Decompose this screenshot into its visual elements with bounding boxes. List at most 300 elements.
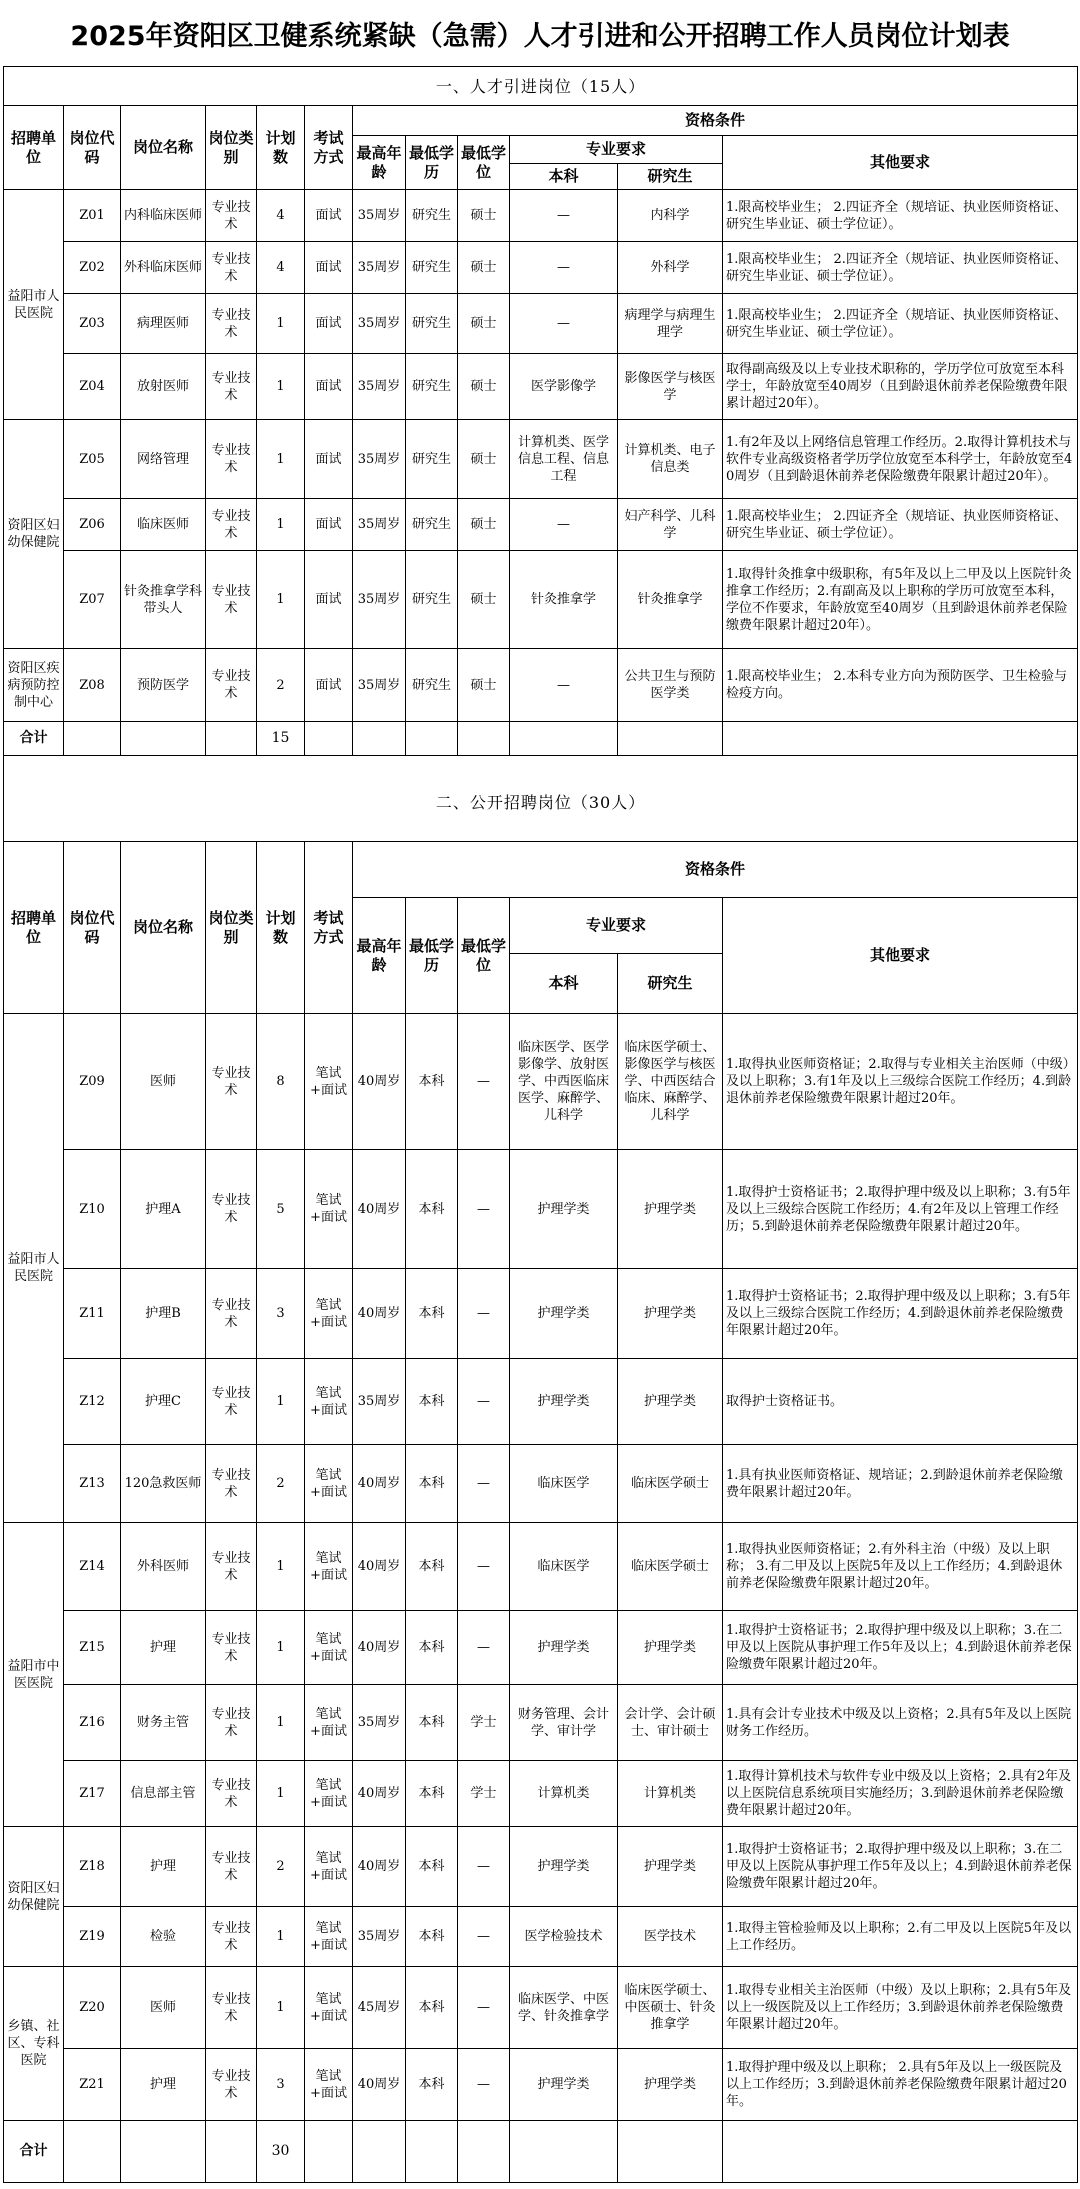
method-cell: 笔试+面试 xyxy=(305,1445,353,1523)
code-cell: Z17 xyxy=(64,1761,121,1827)
graduate-major-cell: 护理学类 xyxy=(618,1827,723,1907)
header-min-degree: 最低学位 xyxy=(458,136,510,190)
undergrad-major-cell: 医学影像学 xyxy=(510,354,618,420)
spacer-row xyxy=(4,756,1078,786)
position-name-cell: 外科医师 xyxy=(121,1523,206,1611)
header-name: 岗位名称 xyxy=(121,106,206,190)
count-cell: 2 xyxy=(257,1827,305,1907)
category-cell: 专业技术 xyxy=(206,1269,257,1359)
table-row xyxy=(4,294,1078,354)
header-major: 专业要求 xyxy=(510,136,723,164)
age-cell: 35周岁 xyxy=(353,294,406,354)
table-row xyxy=(4,1269,1078,1359)
education-cell: 本科 xyxy=(406,2049,458,2121)
table-cell xyxy=(353,2121,406,2183)
other-requirements-cell: 1.取得计算机技术与软件专业中级及以上资格；2.具有2年及以上医院信息系统项目实施经历；3.到龄退休前养老保险缴费年限累计超过20年。 xyxy=(723,1761,1078,1827)
code-cell: Z18 xyxy=(64,1827,121,1907)
table-cell xyxy=(206,2121,257,2183)
code-cell: Z11 xyxy=(64,1269,121,1359)
method-cell: 面试 xyxy=(305,242,353,294)
code-cell: Z16 xyxy=(64,1685,121,1761)
education-cell: 研究生 xyxy=(406,420,458,499)
section-title-row xyxy=(4,67,1078,106)
unit-cell: 资阳区妇幼保健院 xyxy=(4,1827,64,1967)
unit-cell: 益阳市人民医院 xyxy=(4,1014,64,1523)
graduate-major-cell: 内科学 xyxy=(618,190,723,242)
undergrad-major-cell: — xyxy=(510,499,618,551)
position-name-cell: 检验 xyxy=(121,1907,206,1967)
education-cell: 本科 xyxy=(406,1907,458,1967)
graduate-major-cell: 临床医学硕士、影像医学与核医学、中西医结合临床、麻醉学、儿科学 xyxy=(618,1014,723,1150)
count-cell: 1 xyxy=(257,1611,305,1685)
undergrad-major-cell: 护理学类 xyxy=(510,1269,618,1359)
method-cell: 笔试+面试 xyxy=(305,1269,353,1359)
other-requirements-cell: 1.具有会计专业技术中级及以上资格；2.具有5年及以上医院财务工作经历。 xyxy=(723,1685,1078,1761)
code-cell: Z20 xyxy=(64,1967,121,2049)
education-cell: 本科 xyxy=(406,1523,458,1611)
category-cell: 专业技术 xyxy=(206,1150,257,1269)
header-row xyxy=(4,842,1078,898)
undergrad-major-cell: — xyxy=(510,242,618,294)
code-cell: Z02 xyxy=(64,242,121,294)
graduate-major-cell: 护理学类 xyxy=(618,1150,723,1269)
other-requirements-cell: 1.具有执业医师资格证、规培证；2.到龄退休前养老保险缴费年限累计超过20年。 xyxy=(723,1445,1078,1523)
header-max-age: 最高年龄 xyxy=(353,898,406,1014)
spacer-row xyxy=(4,820,1078,842)
age-cell: 35周岁 xyxy=(353,1685,406,1761)
other-requirements-cell: 1.限高校毕业生； 2.四证齐全（规培证、执业医师资格证、研究生毕业证、硕士学位证）。 xyxy=(723,242,1078,294)
degree-cell: — xyxy=(458,1611,510,1685)
count-cell: 1 xyxy=(257,1967,305,2049)
table-row xyxy=(4,1685,1078,1761)
code-cell: Z21 xyxy=(64,2049,121,2121)
section-title-row xyxy=(4,786,1078,820)
table-row xyxy=(4,242,1078,294)
method-cell: 笔试+面试 xyxy=(305,1523,353,1611)
graduate-major-cell: 公共卫生与预防医学类 xyxy=(618,649,723,722)
table-row xyxy=(4,1445,1078,1523)
header-qualifications: 资格条件 xyxy=(353,106,1078,136)
education-cell: 本科 xyxy=(406,1359,458,1445)
method-cell: 面试 xyxy=(305,551,353,649)
header-max-age: 最高年龄 xyxy=(353,136,406,190)
position-name-cell: 病理医师 xyxy=(121,294,206,354)
graduate-major-cell: 护理学类 xyxy=(618,1359,723,1445)
graduate-major-cell: 计算机类 xyxy=(618,1761,723,1827)
table-row xyxy=(4,1523,1078,1611)
undergrad-major-cell: 临床医学、医学影像学、放射医学、中西医临床医学、麻醉学、儿科学 xyxy=(510,1014,618,1150)
age-cell: 35周岁 xyxy=(353,1907,406,1967)
category-cell: 专业技术 xyxy=(206,1907,257,1967)
undergrad-major-cell: 医学检验技术 xyxy=(510,1907,618,1967)
count-cell: 4 xyxy=(257,190,305,242)
code-cell: Z14 xyxy=(64,1523,121,1611)
table-body xyxy=(4,67,1078,2183)
other-requirements-cell: 1.取得护士资格证书；2.取得护理中级及以上职称；3.在二甲及以上医院从事护理工作5年及以上；4.到龄退休前养老保险缴费年限累计超过20年。 xyxy=(723,1611,1078,1685)
position-name-cell: 外科临床医师 xyxy=(121,242,206,294)
other-requirements-cell: 1.取得护士资格证书；2.取得护理中级及以上职称；3.有5年及以上三级综合医院工作经历；4.到龄退休前养老保险缴费年限累计超过20年。 xyxy=(723,1269,1078,1359)
code-cell: Z12 xyxy=(64,1359,121,1445)
position-name-cell: 护理C xyxy=(121,1359,206,1445)
age-cell: 35周岁 xyxy=(353,420,406,499)
count-cell: 1 xyxy=(257,354,305,420)
degree-cell: 学士 xyxy=(458,1761,510,1827)
undergrad-major-cell: 财务管理、会计学、审计学 xyxy=(510,1685,618,1761)
header-min-edu: 最低学历 xyxy=(406,898,458,1014)
graduate-major-cell: 影像医学与核医学 xyxy=(618,354,723,420)
age-cell: 35周岁 xyxy=(353,499,406,551)
count-cell: 1 xyxy=(257,1523,305,1611)
education-cell: 研究生 xyxy=(406,354,458,420)
other-requirements-cell: 1.取得主管检验师及以上职称；2.有二甲及以上医院5年及以上工作经历。 xyxy=(723,1907,1078,1967)
method-cell: 笔试+面试 xyxy=(305,1907,353,1967)
degree-cell: — xyxy=(458,1827,510,1907)
position-name-cell: 针灸推拿学科带头人 xyxy=(121,551,206,649)
undergrad-major-cell: 护理学类 xyxy=(510,2049,618,2121)
table-row xyxy=(4,1359,1078,1445)
degree-cell: 学士 xyxy=(458,1685,510,1761)
header-other: 其他要求 xyxy=(723,898,1078,1014)
education-cell: 研究生 xyxy=(406,499,458,551)
code-cell: Z13 xyxy=(64,1445,121,1523)
age-cell: 40周岁 xyxy=(353,1014,406,1150)
spacer-cell xyxy=(4,820,1078,842)
category-cell: 专业技术 xyxy=(206,190,257,242)
table-row xyxy=(4,1611,1078,1685)
count-cell: 1 xyxy=(257,294,305,354)
position-name-cell: 医师 xyxy=(121,1967,206,2049)
other-requirements-cell: 1.限高校毕业生； 2.四证齐全（规培证、执业医师资格证、研究生毕业证、硕士学位证）。 xyxy=(723,499,1078,551)
count-cell: 2 xyxy=(257,649,305,722)
header-undergrad: 本科 xyxy=(510,164,618,190)
code-cell: Z01 xyxy=(64,190,121,242)
count-cell: 5 xyxy=(257,1150,305,1269)
table-cell xyxy=(723,2121,1078,2183)
count-cell: 1 xyxy=(257,499,305,551)
age-cell: 40周岁 xyxy=(353,1761,406,1827)
category-cell: 专业技术 xyxy=(206,649,257,722)
position-name-cell: 护理 xyxy=(121,1611,206,1685)
header-code: 岗位代码 xyxy=(64,106,121,190)
position-name-cell: 医师 xyxy=(121,1014,206,1150)
table-row xyxy=(4,499,1078,551)
table-row xyxy=(4,354,1078,420)
age-cell: 40周岁 xyxy=(353,1523,406,1611)
method-cell: 笔试+面试 xyxy=(305,1359,353,1445)
education-cell: 本科 xyxy=(406,1761,458,1827)
code-cell: Z03 xyxy=(64,294,121,354)
category-cell: 专业技术 xyxy=(206,499,257,551)
education-cell: 本科 xyxy=(406,1014,458,1150)
code-cell: Z09 xyxy=(64,1014,121,1150)
undergrad-major-cell: 临床医学、中医学、针灸推拿学 xyxy=(510,1967,618,2049)
age-cell: 40周岁 xyxy=(353,2049,406,2121)
unit-cell: 益阳市人民医院 xyxy=(4,190,64,420)
position-name-cell: 网络管理 xyxy=(121,420,206,499)
method-cell: 面试 xyxy=(305,190,353,242)
table-row xyxy=(4,2049,1078,2121)
count-cell: 1 xyxy=(257,1907,305,1967)
degree-cell: — xyxy=(458,1523,510,1611)
graduate-major-cell: 临床医学硕士、中医硕士、针灸推拿学 xyxy=(618,1967,723,2049)
category-cell: 专业技术 xyxy=(206,1445,257,1523)
other-requirements-cell: 1.有2年及以上网络信息管理工作经历。2.取得计算机技术与软件专业高级资格者学历学位放宽至本科学士，年龄放宽至40周岁（且到龄退休前养老保险缴费年限累计超过20年）。 xyxy=(723,420,1078,499)
education-cell: 本科 xyxy=(406,1685,458,1761)
graduate-major-cell: 医学技术 xyxy=(618,1907,723,1967)
undergrad-major-cell: 护理学类 xyxy=(510,1359,618,1445)
header-unit: 招聘单位 xyxy=(4,842,64,1014)
spacer-cell xyxy=(4,756,1078,786)
education-cell: 本科 xyxy=(406,1150,458,1269)
method-cell: 面试 xyxy=(305,649,353,722)
degree-cell: — xyxy=(458,1907,510,1967)
total-count: 15 xyxy=(257,722,305,756)
position-name-cell: 财务主管 xyxy=(121,1685,206,1761)
method-cell: 面试 xyxy=(305,499,353,551)
category-cell: 专业技术 xyxy=(206,551,257,649)
age-cell: 35周岁 xyxy=(353,242,406,294)
education-cell: 本科 xyxy=(406,1611,458,1685)
other-requirements-cell: 1.取得针灸推拿中级职称，有5年及以上二甲及以上医院针灸推拿工作经历；2.有副高及以上职称的学历可放宽至本科，学位不作要求，年龄放宽至40周岁（且到龄退休前养老保险缴费年限累计超过20年）。 xyxy=(723,551,1078,649)
education-cell: 本科 xyxy=(406,1269,458,1359)
education-cell: 研究生 xyxy=(406,242,458,294)
age-cell: 40周岁 xyxy=(353,1827,406,1907)
table-row xyxy=(4,420,1078,499)
method-cell: 面试 xyxy=(305,294,353,354)
table-cell xyxy=(64,722,121,756)
age-cell: 35周岁 xyxy=(353,354,406,420)
unit-cell: 乡镇、社区、专科医院 xyxy=(4,1967,64,2121)
undergrad-major-cell: — xyxy=(510,190,618,242)
method-cell: 笔试+面试 xyxy=(305,1685,353,1761)
method-cell: 笔试+面试 xyxy=(305,1014,353,1150)
degree-cell: 硕士 xyxy=(458,190,510,242)
method-cell: 笔试+面试 xyxy=(305,2049,353,2121)
header-graduate: 研究生 xyxy=(618,954,723,1014)
education-cell: 研究生 xyxy=(406,649,458,722)
method-cell: 面试 xyxy=(305,420,353,499)
total-label: 合计 xyxy=(4,2121,64,2183)
category-cell: 专业技术 xyxy=(206,242,257,294)
code-cell: Z08 xyxy=(64,649,121,722)
education-cell: 本科 xyxy=(406,1445,458,1523)
code-cell: Z19 xyxy=(64,1907,121,1967)
graduate-major-cell: 妇产科学、儿科学 xyxy=(618,499,723,551)
count-cell: 1 xyxy=(257,1359,305,1445)
degree-cell: — xyxy=(458,1967,510,2049)
code-cell: Z04 xyxy=(64,354,121,420)
other-requirements-cell: 取得副高级及以上专业技术职称的，学历学位可放宽至本科学士，年龄放宽至40周岁（且到龄退休前养老保险缴费年限累计超过20年）。 xyxy=(723,354,1078,420)
table-cell xyxy=(618,2121,723,2183)
header-graduate: 研究生 xyxy=(618,164,723,190)
total-count: 30 xyxy=(257,2121,305,2183)
category-cell: 专业技术 xyxy=(206,1014,257,1150)
age-cell: 40周岁 xyxy=(353,1269,406,1359)
undergrad-major-cell: — xyxy=(510,294,618,354)
header-undergrad: 本科 xyxy=(510,954,618,1014)
category-cell: 专业技术 xyxy=(206,1761,257,1827)
position-name-cell: 护理 xyxy=(121,1827,206,1907)
count-cell: 1 xyxy=(257,551,305,649)
degree-cell: 硕士 xyxy=(458,551,510,649)
method-cell: 笔试+面试 xyxy=(305,1761,353,1827)
degree-cell: — xyxy=(458,1359,510,1445)
graduate-major-cell: 护理学类 xyxy=(618,1611,723,1685)
degree-cell: — xyxy=(458,2049,510,2121)
header-code: 岗位代码 xyxy=(64,842,121,1014)
method-cell: 笔试+面试 xyxy=(305,1967,353,2049)
header-category: 岗位类别 xyxy=(206,842,257,1014)
table-cell xyxy=(353,722,406,756)
table-row xyxy=(4,1150,1078,1269)
graduate-major-cell: 会计学、会计硕士、审计硕士 xyxy=(618,1685,723,1761)
category-cell: 专业技术 xyxy=(206,1359,257,1445)
count-cell: 1 xyxy=(257,1685,305,1761)
category-cell: 专业技术 xyxy=(206,294,257,354)
table-row xyxy=(4,1761,1078,1827)
age-cell: 45周岁 xyxy=(353,1967,406,2049)
undergrad-major-cell: 计算机类 xyxy=(510,1761,618,1827)
table-cell xyxy=(206,722,257,756)
method-cell: 笔试+面试 xyxy=(305,1611,353,1685)
education-cell: 研究生 xyxy=(406,294,458,354)
count-cell: 4 xyxy=(257,242,305,294)
position-name-cell: 信息部主管 xyxy=(121,1761,206,1827)
graduate-major-cell: 针灸推拿学 xyxy=(618,551,723,649)
total-label: 合计 xyxy=(4,722,64,756)
undergrad-major-cell: 计算机类、医学信息工程、信息工程 xyxy=(510,420,618,499)
code-cell: Z05 xyxy=(64,420,121,499)
age-cell: 35周岁 xyxy=(353,551,406,649)
category-cell: 专业技术 xyxy=(206,1827,257,1907)
header-count: 计划数 xyxy=(257,842,305,1014)
education-cell: 研究生 xyxy=(406,551,458,649)
table-row xyxy=(4,1014,1078,1150)
table-cell xyxy=(64,2121,121,2183)
table-cell xyxy=(121,2121,206,2183)
undergrad-major-cell: 护理学类 xyxy=(510,1611,618,1685)
position-name-cell: 护理 xyxy=(121,2049,206,2121)
unit-cell: 益阳市中医医院 xyxy=(4,1523,64,1827)
degree-cell: 硕士 xyxy=(458,499,510,551)
position-name-cell: 护理A xyxy=(121,1150,206,1269)
education-cell: 本科 xyxy=(406,1967,458,2049)
category-cell: 专业技术 xyxy=(206,354,257,420)
undergrad-major-cell: 临床医学 xyxy=(510,1523,618,1611)
table-cell xyxy=(305,722,353,756)
position-name-cell: 内科临床医师 xyxy=(121,190,206,242)
category-cell: 专业技术 xyxy=(206,1611,257,1685)
table-cell xyxy=(406,722,458,756)
header-min-edu: 最低学历 xyxy=(406,136,458,190)
other-requirements-cell: 1.取得护理中级及以上职称； 2.具有5年及以上一级医院及以上工作经历；3.到龄退休前养老保险缴费年限累计超过20年。 xyxy=(723,2049,1078,2121)
count-cell: 2 xyxy=(257,1445,305,1523)
table-cell xyxy=(121,722,206,756)
position-plan-table xyxy=(3,66,1078,2183)
header-unit: 招聘单位 xyxy=(4,106,64,190)
table-cell xyxy=(618,722,723,756)
table-cell xyxy=(510,722,618,756)
position-name-cell: 护理B xyxy=(121,1269,206,1359)
other-requirements-cell: 1.限高校毕业生； 2.四证齐全（规培证、执业医师资格证、研究生毕业证、硕士学位证）。 xyxy=(723,190,1078,242)
code-cell: Z15 xyxy=(64,1611,121,1685)
table-row xyxy=(4,1967,1078,2049)
category-cell: 专业技术 xyxy=(206,2049,257,2121)
graduate-major-cell: 计算机类、电子信息类 xyxy=(618,420,723,499)
page-title: 2025年资阳区卫健系统紧缺（急需）人才引进和公开招聘工作人员岗位计划表 xyxy=(70,20,1010,52)
undergrad-major-cell: 临床医学 xyxy=(510,1445,618,1523)
other-requirements-cell: 1.取得专业相关主治医师（中级）及以上职称；2.具有5年及以上一级医院及以上工作经历；3.到龄退休前养老保险缴费年限累计超过20年。 xyxy=(723,1967,1078,2049)
method-cell: 笔试+面试 xyxy=(305,1827,353,1907)
age-cell: 35周岁 xyxy=(353,649,406,722)
table-cell xyxy=(510,2121,618,2183)
position-name-cell: 预防医学 xyxy=(121,649,206,722)
graduate-major-cell: 护理学类 xyxy=(618,1269,723,1359)
undergrad-major-cell: 护理学类 xyxy=(510,1827,618,1907)
category-cell: 专业技术 xyxy=(206,1685,257,1761)
graduate-major-cell: 护理学类 xyxy=(618,2049,723,2121)
degree-cell: — xyxy=(458,1150,510,1269)
count-cell: 8 xyxy=(257,1014,305,1150)
other-requirements-cell: 1.取得护士资格证书；2.取得护理中级及以上职称；3.有5年及以上三级综合医院工作经历；4.有2年及以上管理工作经历；5.到龄退休前养老保险缴费年限累计超过20年。 xyxy=(723,1150,1078,1269)
table-row xyxy=(4,1907,1078,1967)
code-cell: Z06 xyxy=(64,499,121,551)
unit-cell: 资阳区妇幼保健院 xyxy=(4,420,64,649)
table-row xyxy=(4,1827,1078,1907)
method-cell: 面试 xyxy=(305,354,353,420)
count-cell: 1 xyxy=(257,420,305,499)
category-cell: 专业技术 xyxy=(206,1523,257,1611)
degree-cell: — xyxy=(458,1014,510,1150)
header-other: 其他要求 xyxy=(723,136,1078,190)
position-name-cell: 放射医师 xyxy=(121,354,206,420)
undergrad-major-cell: 针灸推拿学 xyxy=(510,551,618,649)
header-major: 专业要求 xyxy=(510,898,723,954)
code-cell: Z07 xyxy=(64,551,121,649)
degree-cell: 硕士 xyxy=(458,242,510,294)
degree-cell: — xyxy=(458,1269,510,1359)
graduate-major-cell: 外科学 xyxy=(618,242,723,294)
degree-cell: 硕士 xyxy=(458,420,510,499)
section2-title: 二、公开招聘岗位（30人） xyxy=(4,786,1078,820)
graduate-major-cell: 临床医学硕士 xyxy=(618,1445,723,1523)
position-name-cell: 120急救医师 xyxy=(121,1445,206,1523)
header-row xyxy=(4,106,1078,136)
other-requirements-cell: 1.取得执业医师资格证；2.取得与专业相关主治医师（中级）及以上职称；3.有1年及以上三级综合医院工作经历；4.到龄退休前养老保险缴费年限累计超过20年。 xyxy=(723,1014,1078,1150)
header-category: 岗位类别 xyxy=(206,106,257,190)
header-count: 计划数 xyxy=(257,106,305,190)
category-cell: 专业技术 xyxy=(206,1967,257,2049)
table-cell xyxy=(458,722,510,756)
age-cell: 40周岁 xyxy=(353,1445,406,1523)
total-row xyxy=(4,2121,1078,2183)
age-cell: 35周岁 xyxy=(353,1359,406,1445)
graduate-major-cell: 病理学与病理生理学 xyxy=(618,294,723,354)
table-cell xyxy=(305,2121,353,2183)
degree-cell: — xyxy=(458,1445,510,1523)
degree-cell: 硕士 xyxy=(458,294,510,354)
other-requirements-cell: 1.取得执业医师资格证；2.有外科主治（中级）及以上职称； 3.有二甲及以上医院5年及以上工作经历；4.到龄退休前养老保险缴费年限累计超过20年。 xyxy=(723,1523,1078,1611)
graduate-major-cell: 临床医学硕士 xyxy=(618,1523,723,1611)
category-cell: 专业技术 xyxy=(206,420,257,499)
table-cell xyxy=(458,2121,510,2183)
count-cell: 1 xyxy=(257,1761,305,1827)
position-name-cell: 临床医师 xyxy=(121,499,206,551)
table-cell xyxy=(723,722,1078,756)
header-method: 考试方式 xyxy=(305,106,353,190)
header-min-degree: 最低学位 xyxy=(458,898,510,1014)
table-row xyxy=(4,551,1078,649)
